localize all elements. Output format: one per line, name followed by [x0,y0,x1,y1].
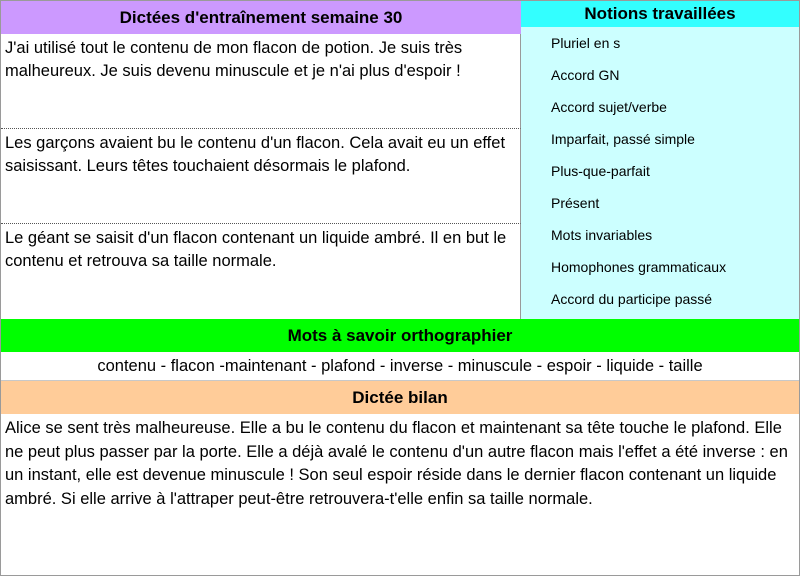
notion-item: Accord du participe passé [551,291,713,307]
notion-item: Imparfait, passé simple [551,131,695,147]
notions-column [521,1,799,319]
notion-item: Accord sujet/verbe [551,99,667,115]
dictee-3: Le géant se saisit d'un flacon contenant un liquide ambré. Il en but le contenu et retrouva sa taille normale. [1,224,521,319]
notion-item: Homophones grammaticaux [551,259,727,275]
mots-list: contenu - flacon -maintenant - plafond - inverse - minuscule - espoir - liquide - taille [1,352,799,381]
notions-list [521,27,799,319]
dictees-column [1,1,521,319]
bilan-header: Dictée bilan [1,381,799,414]
mots-header: Mots à savoir orthographier [1,319,799,352]
dictee-1: J'ai utilisé tout le contenu de mon flacon de potion. Je suis très malheureux. Je suis devenu minuscule et je n'ai plus d'espoir ! [1,34,521,129]
bilan-text: Alice se sent très malheureuse. Elle a bu le contenu du flacon et maintenant sa tête touche le plafond. Elle ne peut plus passer par la porte. Elle a déjà avalé le contenu d'un autre flacon mais l'effet a été inverse : en un instant, elle est devenue minuscule ! Son seul espoir réside dans le dernier flacon contenant un liquide ambré. Si elle arrive à l'attraper peut-être retrouvera-t'elle enfin sa taille normale. [5,419,788,508]
notion-item: Accord GN [551,67,620,83]
notion-item: Présent [551,195,600,211]
top-section [1,1,799,319]
notion-item: Plus-que-parfait [551,163,650,179]
notions-header: Notions travaillées [521,1,799,27]
dictee-2: Les garçons avaient bu le contenu d'un flacon. Cela avait eu un effet saisissant. Leurs têtes touchaient désormais le plafond. [1,129,521,224]
notion-item: Mots invariables [551,227,653,243]
notion-item: Pluriel en s [551,35,621,51]
dictees-header: Dictées d'entraînement semaine 30 [1,1,521,34]
